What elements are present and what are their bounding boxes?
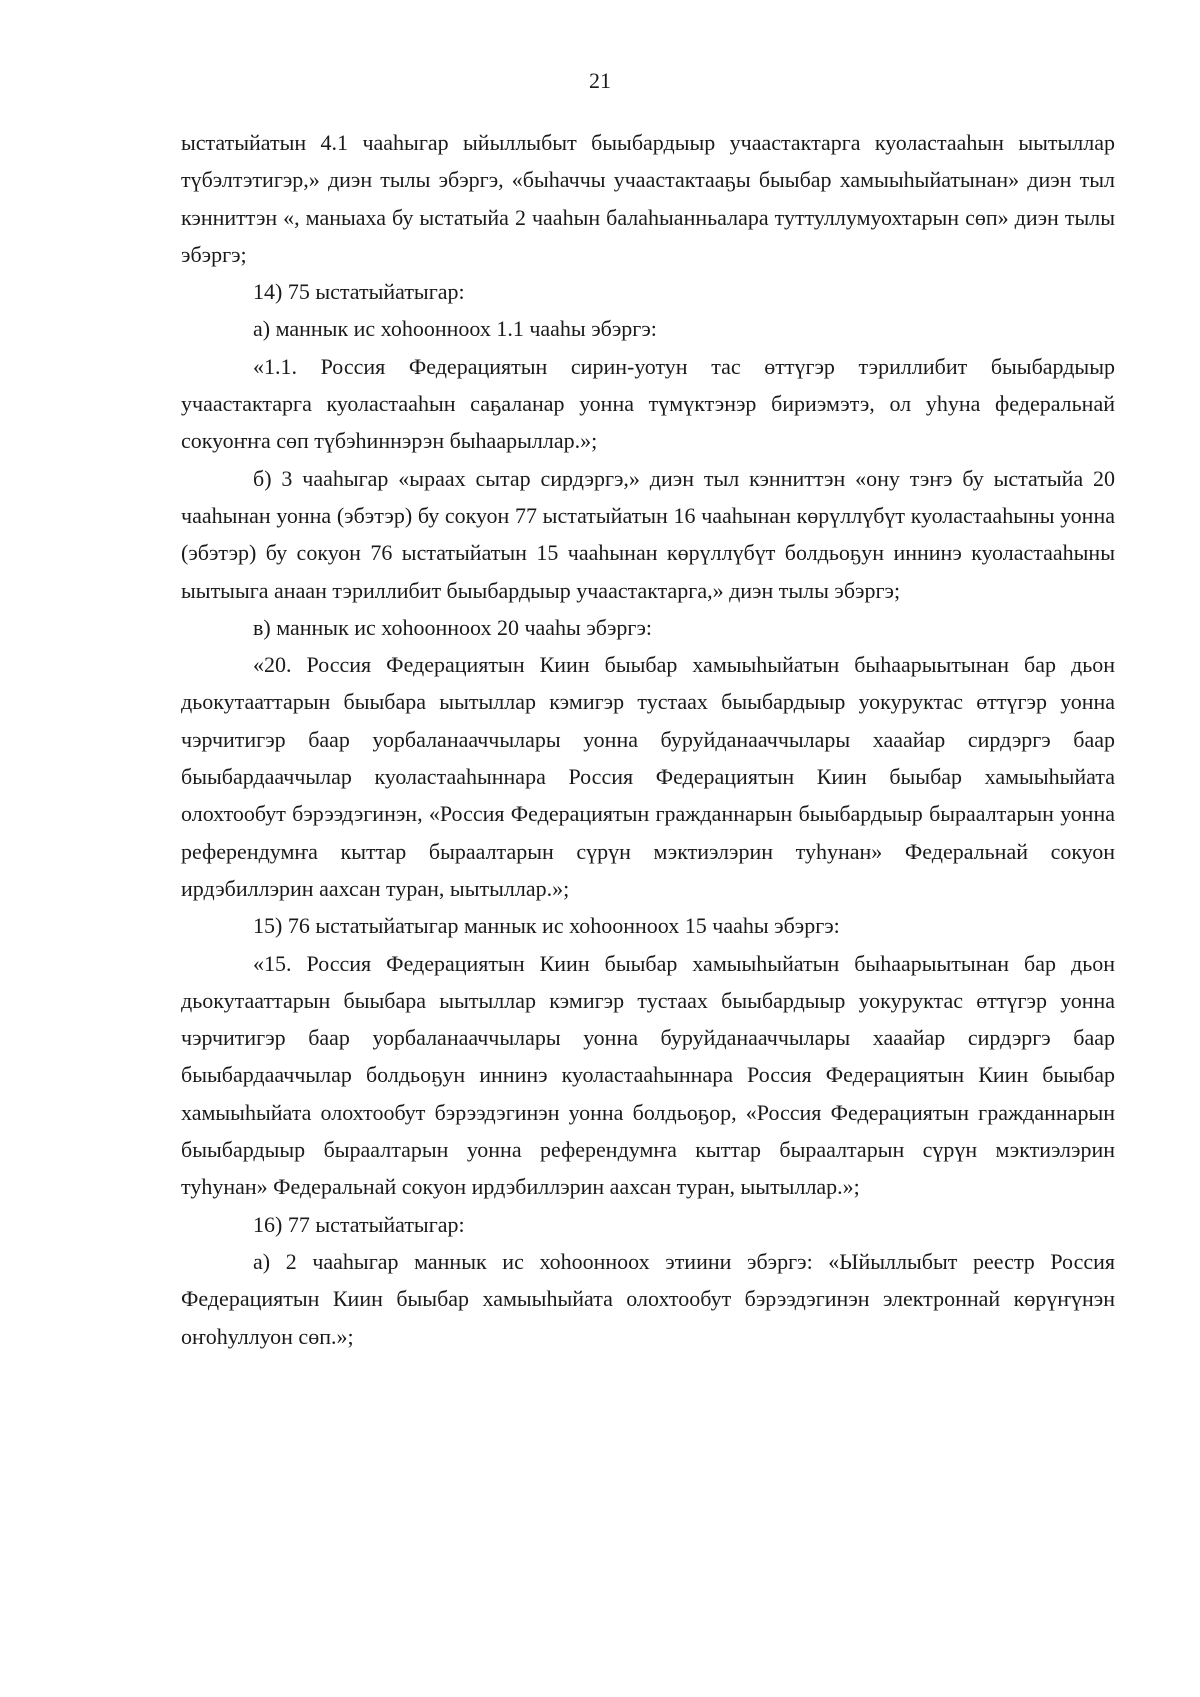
paragraph-item-16: 16) 77 ыстатыйатыгар: bbox=[253, 1211, 465, 1237]
paragraph-item-14v: в) маннык ис хоһооннoох 20 чааһы эбэргэ: bbox=[253, 614, 652, 640]
page-number: 21 bbox=[589, 68, 611, 93]
paragraph-continuation: ыстатыйатын 4.1 чааһыгар ыйыллыбыт быыбардыыр учаастактарга куоластааһын ыытыллар түбэлтэтигэр,» диэн тылы эбэргэ, «быһаччы учаастактааҕы быыбар хамыыһыйатынан» диэн тыл кэнниттэн «, маныаха бу ыстатыйа 2 чааһын балаһыанньалара туттуллумуохтарын сөп» диэн тылы эбэргэ; bbox=[181, 130, 1115, 267]
paragraph-item-15: 15) 76 ыстатыйатыгар маннык ис хоһооннoох 15 чааһы эбэргэ: bbox=[253, 913, 840, 939]
paragraph-quote-15: «15. Россия Федерациятын Киин быыбар хамыыһыйатын быһаарыытынан бар дьон дьокутааттарын быыбара ыытыллар кэмигэр тустаах быыбардыыр уокуруктас өттүгэр уонна чэрчитигэр баар уорбаланааччылары уонна буруйданааччылары хааайар сирдэргэ баар быыбардааччылар болдьоҕун иннинэ куоластааһыннара Россия Федерациятын Киин быыбар хамыыһыйата олохтообут бэрээдэгинэн уонна болдьоҕор, «Россия Федерациятын гражданнарын быыбардыыр быраалтарын уонна референдумҥа кыттар быраалтарын сүрүн мэктиэлэрин туһунан» Федеральнай сокуон ирдэбиллэрин аахсан туран, ыытыллар.»; bbox=[181, 950, 1115, 1200]
document-body bbox=[181, 124, 1115, 1355]
paragraph-item-14: 14) 75 ыстатыйатыгар: bbox=[253, 279, 465, 305]
paragraph-item-16a: а) 2 чааһыгар маннык ис хоһооннoох этиини эбэргэ: «Ыйыллыбыт реестр Россия Федерациятын Киин быыбар хамыыһыйата олохтообут бэрээдэгинэн электроннай көрүҥүнэн оҥоһуллуон сөп.»; bbox=[181, 1248, 1115, 1349]
paragraph-quote-1-1: «1.1. Россия Федерациятын сирин-уотун тас өттүгэр тэриллибит быыбардыыр учаастактарга куоластааһын саҕаланар уонна түмүктэнэр бириэмэтэ, ол уһуна федеральнай сокуоҥҥа сөп түбэһиннэрэн быһаарыллар.»; bbox=[181, 353, 1115, 454]
paragraph-item-14b: б) 3 чааһыгар «ыраах сытар сирдэргэ,» диэн тыл кэнниттэн «ону тэҥэ бу ыстатыйа 20 чааһынан уонна (эбэтэр) бу сокуон 77 ыстатыйатын 16 чааһынан көрүллүбүт куоластааһыны уонна (эбэтэр) бу сокуон 76 ыстатыйатын 15 чааһынан көрүллүбүт болдьоҕун иннинэ куоластааһыны ыытыыга анаан тэриллибит быыбардыыр учаастактарга,» диэн тылы эбэргэ; bbox=[181, 465, 1115, 603]
paragraph-quote-20: «20. Россия Федерациятын Киин быыбар хамыыһыйатын быһаарыытынан бар дьон дьокутааттарын быыбара ыытыллар кэмигэр тустаах быыбардыыр уокуруктас өттүгэр уонна чэрчитигэр баар уорбаланааччылары уонна буруйданааччылары хааайар сирдэргэ баар быыбардааччылар куоластааһыннара Россия Федерациятын Киин быыбар хамыыһыйата олохтообут бэрээдэгинэн, «Россия Федерациятын гражданнарын быыбардыыр быраалтарын уонна референдумҥа кыттар быраалтарын сүрүн мэктиэлэрин туһунан» Федеральнай сокуон ирдэбиллэрин аахсан туран, ыытыллар.»; bbox=[181, 652, 1115, 901]
paragraph-item-14a: а) маннык ис хоһооннoох 1.1 чааһы эбэргэ: bbox=[253, 316, 657, 342]
